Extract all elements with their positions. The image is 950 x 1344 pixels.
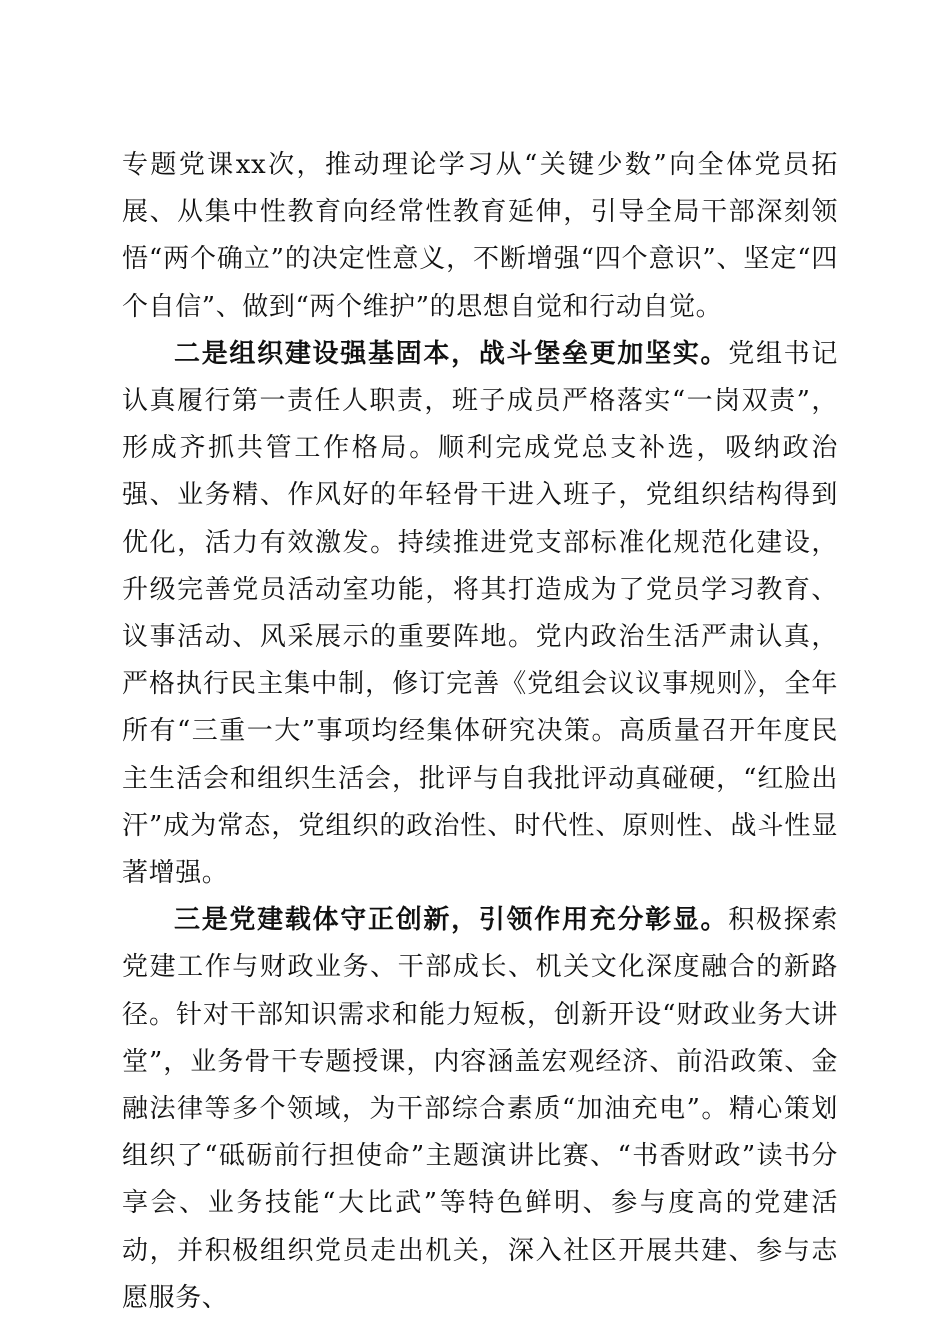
document-body: [122, 142, 838, 1322]
paragraph-3: [122, 897, 838, 1322]
paragraph-1-body: 专题党课xx次，推动理论学习从“关键少数”向全体党员拓展、从集中性教育向经常性教育延伸，引导全局干部深刻领悟“两个确立”的决定性意义，不断增强“四个意识”、坚定“四个自信”、做到“两个维护”的思想自觉和行动自觉。: [122, 150, 838, 322]
paragraph-1: [122, 142, 838, 331]
paragraph-2-lead: 二是组织建设强基固本，战斗堡垒更加坚实。: [174, 338, 729, 369]
paragraph-3-body: 积极探索党建工作与财政业务、干部成长、机关文化深度融合的新路径。针对干部知识需求和能力短板，创新开设“财政业务大讲堂”，业务骨干专题授课，内容涵盖宏观经济、前沿政策、金融法律等多个领域，为干部综合素质“加油充电”。精心策划组织了“砥砺前行担使命”主题演讲比赛、“书香财政”读书分享会、业务技能“大比武”等特色鲜明、参与度高的党建活动，并积极组织党员走出机关，深入社区开展共建、参与志愿服务、: [122, 905, 838, 1313]
paragraph-3-lead: 三是党建载体守正创新，引领作用充分彰显。: [174, 905, 729, 936]
paragraph-2: [122, 331, 838, 897]
paragraph-2-body: 党组书记认真履行第一责任人职责，班子成员严格落实“一岗双责”，形成齐抓共管工作格局。顺利完成党总支补选，吸纳政治强、业务精、作风好的年轻骨干进入班子，党组织结构得到优化，活力有效激发。持续推进党支部标准化规范化建设，升级完善党员活动室功能，将其打造成为了党员学习教育、议事活动、风采展示的重要阵地。党内政治生活严肃认真，严格执行民主集中制，修订完善《党组会议议事规则》，全年所有“三重一大”事项均经集体研究决策。高质量召开年度民主生活会和组织生活会，批评与自我批评动真碰硬，“红脸出汗”成为常态，党组织的政治性、时代性、原则性、战斗性显著增强。: [122, 338, 838, 889]
